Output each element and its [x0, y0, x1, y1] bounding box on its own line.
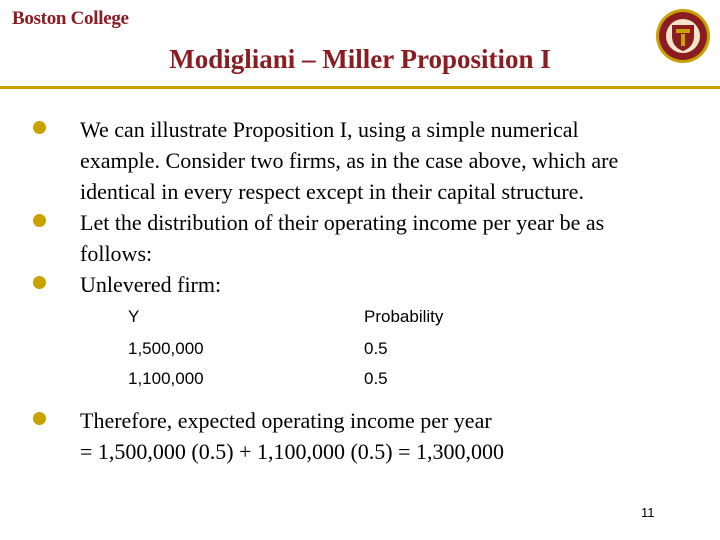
text-line: identical in every respect except in their capital structure. — [80, 179, 584, 204]
table-cell: 1,100,000 — [128, 369, 204, 388]
text-line: example. Consider two firms, as in the case above, which are — [80, 148, 619, 173]
table-header-probability: Probability — [364, 307, 444, 326]
bullet-text-2 — [80, 207, 604, 269]
bullet-marker — [33, 412, 46, 425]
table-cell: 1,500,000 — [128, 339, 204, 358]
bullet-marker — [33, 121, 46, 134]
bullet-marker — [33, 276, 46, 289]
bullet-marker — [33, 214, 46, 227]
bullet-text-1 — [80, 114, 618, 207]
bullet-text-4 — [80, 405, 504, 467]
table-header-y: Y — [128, 307, 140, 326]
slide-title: Modigliani – Miller Proposition I — [169, 44, 551, 74]
text-line: = 1,500,000 (0.5) + 1,100,000 (0.5) = 1,300,000 — [80, 439, 505, 464]
text-line: Let the distribution of their operating income per year be as — [80, 210, 605, 235]
bullet-text-3 — [80, 269, 221, 300]
table-cell: 0.5 — [364, 369, 388, 388]
text-line: Therefore, expected operating income per year — [80, 408, 492, 433]
text-line: follows: — [80, 241, 153, 266]
text-line: Unlevered firm: — [80, 272, 222, 297]
text-line: We can illustrate Proposition I, using a simple numerical — [80, 117, 579, 142]
page-number: 11 — [641, 505, 655, 520]
table-cell: 0.5 — [364, 339, 388, 358]
boston-college-logo: Boston College — [12, 8, 129, 29]
title-divider — [0, 86, 720, 89]
